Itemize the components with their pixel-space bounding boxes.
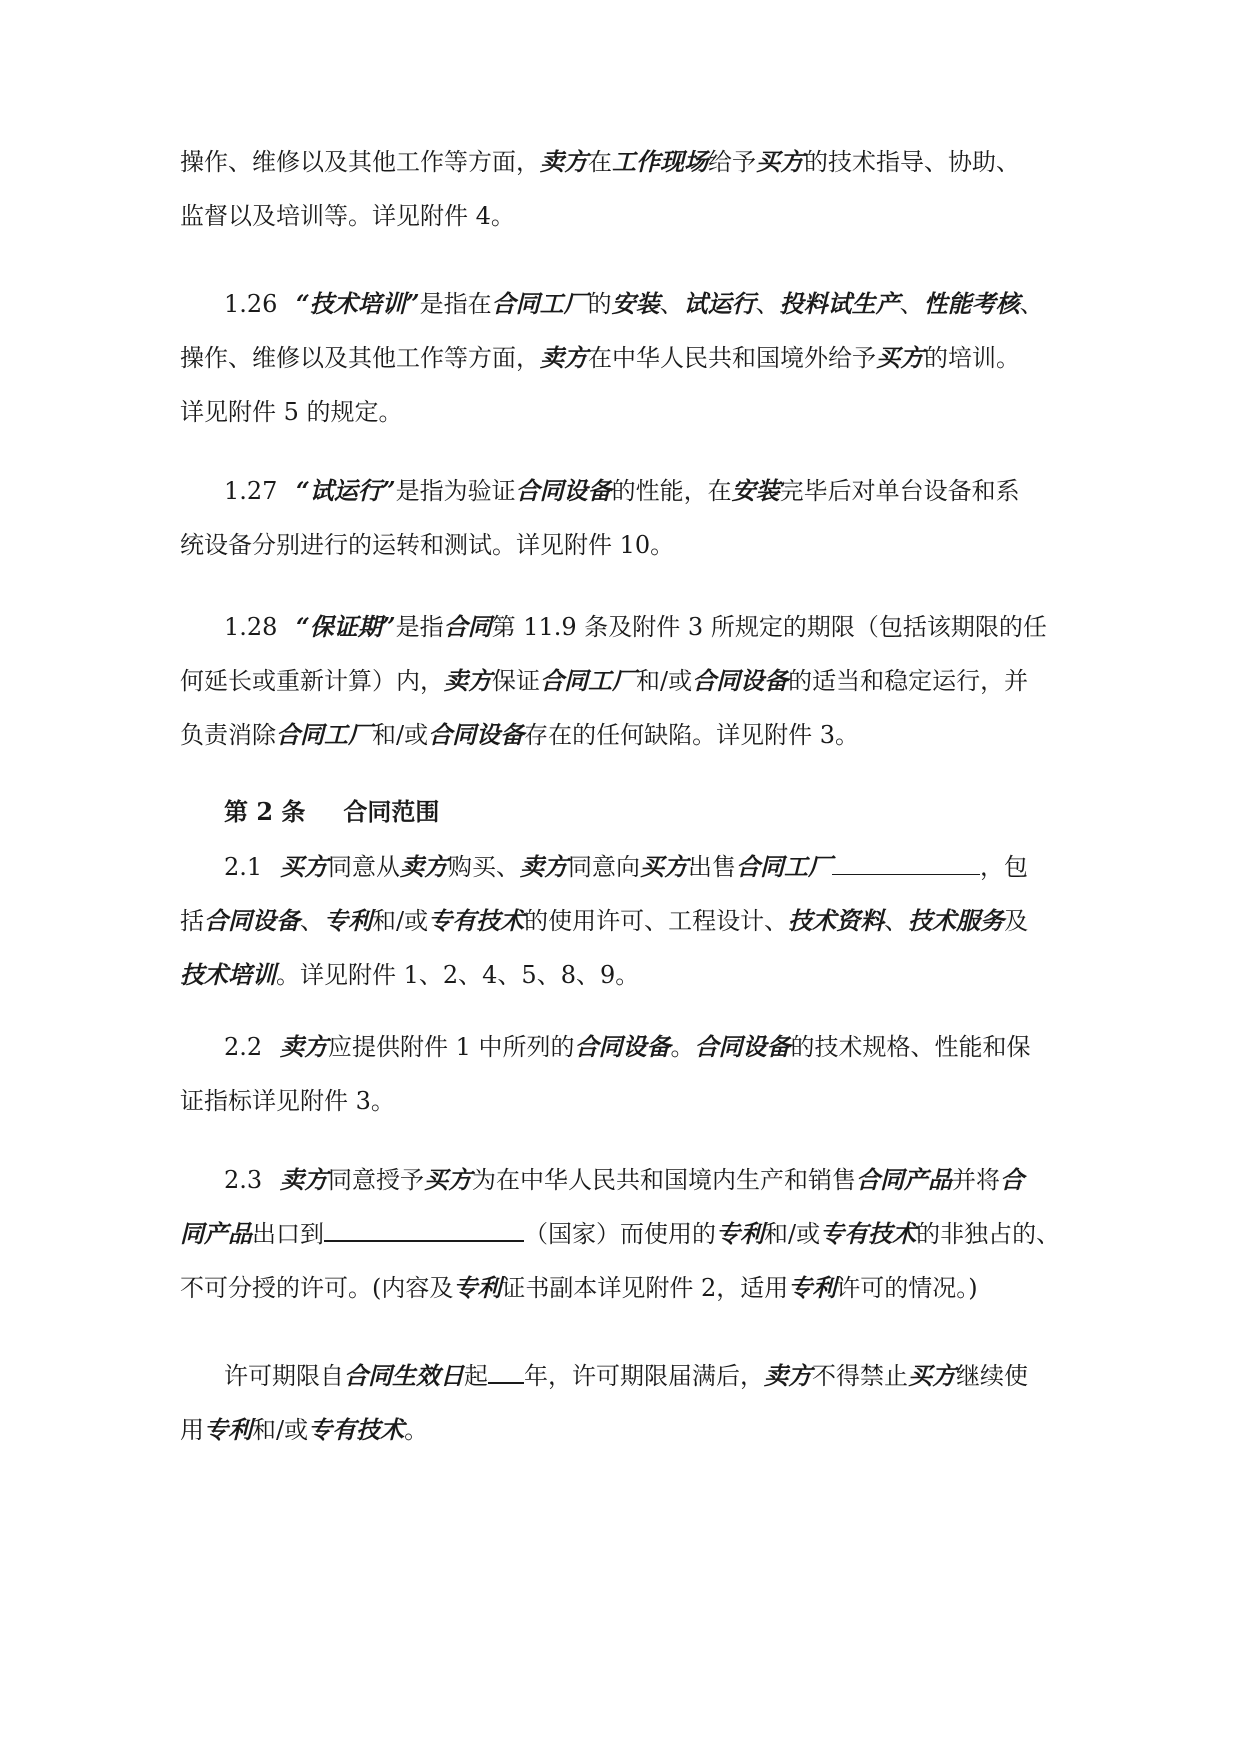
line: 统设备分别进行的运转和测试。详见附件 10。: [180, 531, 675, 559]
term: 买方: [640, 852, 688, 881]
term: 安装: [731, 476, 780, 505]
term: 卖方: [280, 1165, 328, 1194]
clause-2-1: [180, 840, 1070, 1002]
term: 专有技术: [820, 1219, 917, 1248]
term: 买方: [424, 1165, 472, 1194]
clause-1-28: [180, 600, 1070, 762]
term: 性能考核: [923, 289, 1020, 318]
line: 1.27 “试运行”是指为验证合同设备的性能，在安装完毕后对单台设备和系: [180, 464, 1070, 518]
line: [180, 785, 1070, 839]
years-blank[interactable]: [488, 1354, 524, 1384]
paragraph-license-term: [180, 1349, 1070, 1457]
term: 专利: [324, 906, 372, 935]
term: 卖方: [540, 147, 588, 176]
term: 买方: [280, 852, 328, 881]
term: 合同设备: [692, 666, 789, 695]
clause-number: 2.1: [224, 853, 263, 881]
term: 合同设备: [515, 476, 612, 505]
term: 买方: [876, 343, 924, 372]
term: 合同设备: [574, 1032, 671, 1061]
line: 操作、维修以及其他工作等方面，卖方在工作现场给予买方的技术指导、协助、: [180, 147, 1020, 176]
article-heading: [180, 785, 1070, 839]
term: 专利: [453, 1273, 502, 1302]
line: 负责消除合同工厂和/或合同设备存在的任何缺陷。详见附件 3。: [180, 720, 859, 749]
term: “保证期”: [296, 612, 396, 641]
term: 技术服务: [908, 906, 1005, 935]
term: 合同工厂: [540, 666, 636, 695]
line: 何延长或重新计算）内，卖方保证合同工厂和/或合同设备的适当和稳定运行，并: [180, 666, 1029, 695]
term: 卖方: [520, 852, 568, 881]
line: 用专利和/或专有技术。: [180, 1415, 429, 1444]
paragraph-intro: [180, 135, 1070, 243]
term: 合同工厂: [491, 289, 588, 318]
term: 投料试生产: [779, 289, 900, 318]
term: 合同设备: [204, 906, 300, 935]
line: 括合同设备、专利和/或专有技术的使用许可、工程设计、技术资料、技术服务及: [180, 906, 1029, 935]
term: 合同生效日: [344, 1361, 464, 1390]
clause-number: 2.2: [224, 1033, 263, 1061]
term: 卖方: [400, 852, 448, 881]
line: 不可分授的许可。(内容及专利证书副本详见附件 2，适用专利许可的情况。): [180, 1273, 978, 1302]
line: 监督以及培训等。详见附件 4。: [180, 202, 515, 230]
line: 2.2 卖方应提供附件 1 中所列的合同设备。合同设备的技术规格、性能和保: [180, 1020, 1070, 1074]
clause-number: 1.27: [224, 477, 278, 505]
line: 证指标详见附件 3。: [180, 1087, 395, 1115]
term: 合同工厂: [276, 720, 372, 749]
term: 合同: [443, 612, 492, 641]
term: 买方: [756, 147, 804, 176]
line: 详见附件 5 的规定。: [180, 398, 403, 426]
article-title: 合同范围: [343, 797, 440, 826]
clause-number: 2.3: [224, 1166, 263, 1194]
plant-name-blank[interactable]: [832, 846, 980, 875]
clause-number: 1.28: [224, 613, 278, 641]
term: 卖方: [764, 1361, 812, 1390]
term: 工作现场: [612, 147, 708, 176]
term: 专利: [788, 1273, 837, 1302]
line: 2.1 买方同意从卖方购买、卖方同意向买方出售合同工厂 ，包: [180, 840, 1070, 894]
term: 合同产品: [856, 1165, 952, 1194]
clause-2-3: [180, 1153, 1070, 1315]
term: 合同设备: [428, 720, 525, 749]
term: 卖方: [444, 666, 492, 695]
term: 专利: [716, 1219, 764, 1248]
clause-1-26: [180, 277, 1070, 439]
term: 同产品: [180, 1219, 252, 1248]
term: “技术培训”: [296, 289, 420, 318]
line: 技术培训。详见附件 1、2、4、5、8、9。: [180, 960, 640, 989]
term: 专有技术: [308, 1415, 405, 1444]
term: 合同设备: [694, 1032, 791, 1061]
article-label: 第 2 条: [224, 797, 306, 826]
clause-1-27: [180, 464, 1070, 572]
country-blank[interactable]: [324, 1212, 524, 1242]
term: 安装: [611, 289, 660, 318]
line: 同产品出口到 （国家）而使用的专利和/或专有技术的非独占的、: [180, 1207, 1070, 1261]
line: 1.26 “技术培训”是指在合同工厂的安装、试运行、投料试生产、性能考核、: [180, 277, 1070, 331]
clause-2-2: [180, 1020, 1070, 1128]
line: 操作、维修以及其他工作等方面，卖方在中华人民共和国境外给予买方的培训。: [180, 343, 1020, 372]
line: 1.28 “保证期”是指合同第 11.9 条及附件 3 所规定的期限（包括该期限的任: [180, 600, 1070, 654]
term: 专有技术: [428, 906, 525, 935]
term: 卖方: [540, 343, 588, 372]
term: 技术培训: [180, 960, 276, 989]
term: “试运行”: [296, 476, 396, 505]
clause-number: 1.26: [224, 290, 278, 318]
line: 2.3 卖方同意授予买方为在中华人民共和国境内生产和销售合同产品并将合: [180, 1153, 1070, 1207]
term: 合: [1000, 1165, 1024, 1194]
term: 合同工厂: [736, 852, 832, 881]
term: 专利: [204, 1415, 252, 1444]
term: 技术资料: [788, 906, 885, 935]
term: 卖方: [280, 1032, 328, 1061]
line: 许可期限自合同生效日起 年，许可期限届满后，卖方不得禁止买方继续使: [180, 1349, 1070, 1403]
term: 试运行: [683, 289, 756, 318]
term: 买方: [908, 1361, 956, 1390]
